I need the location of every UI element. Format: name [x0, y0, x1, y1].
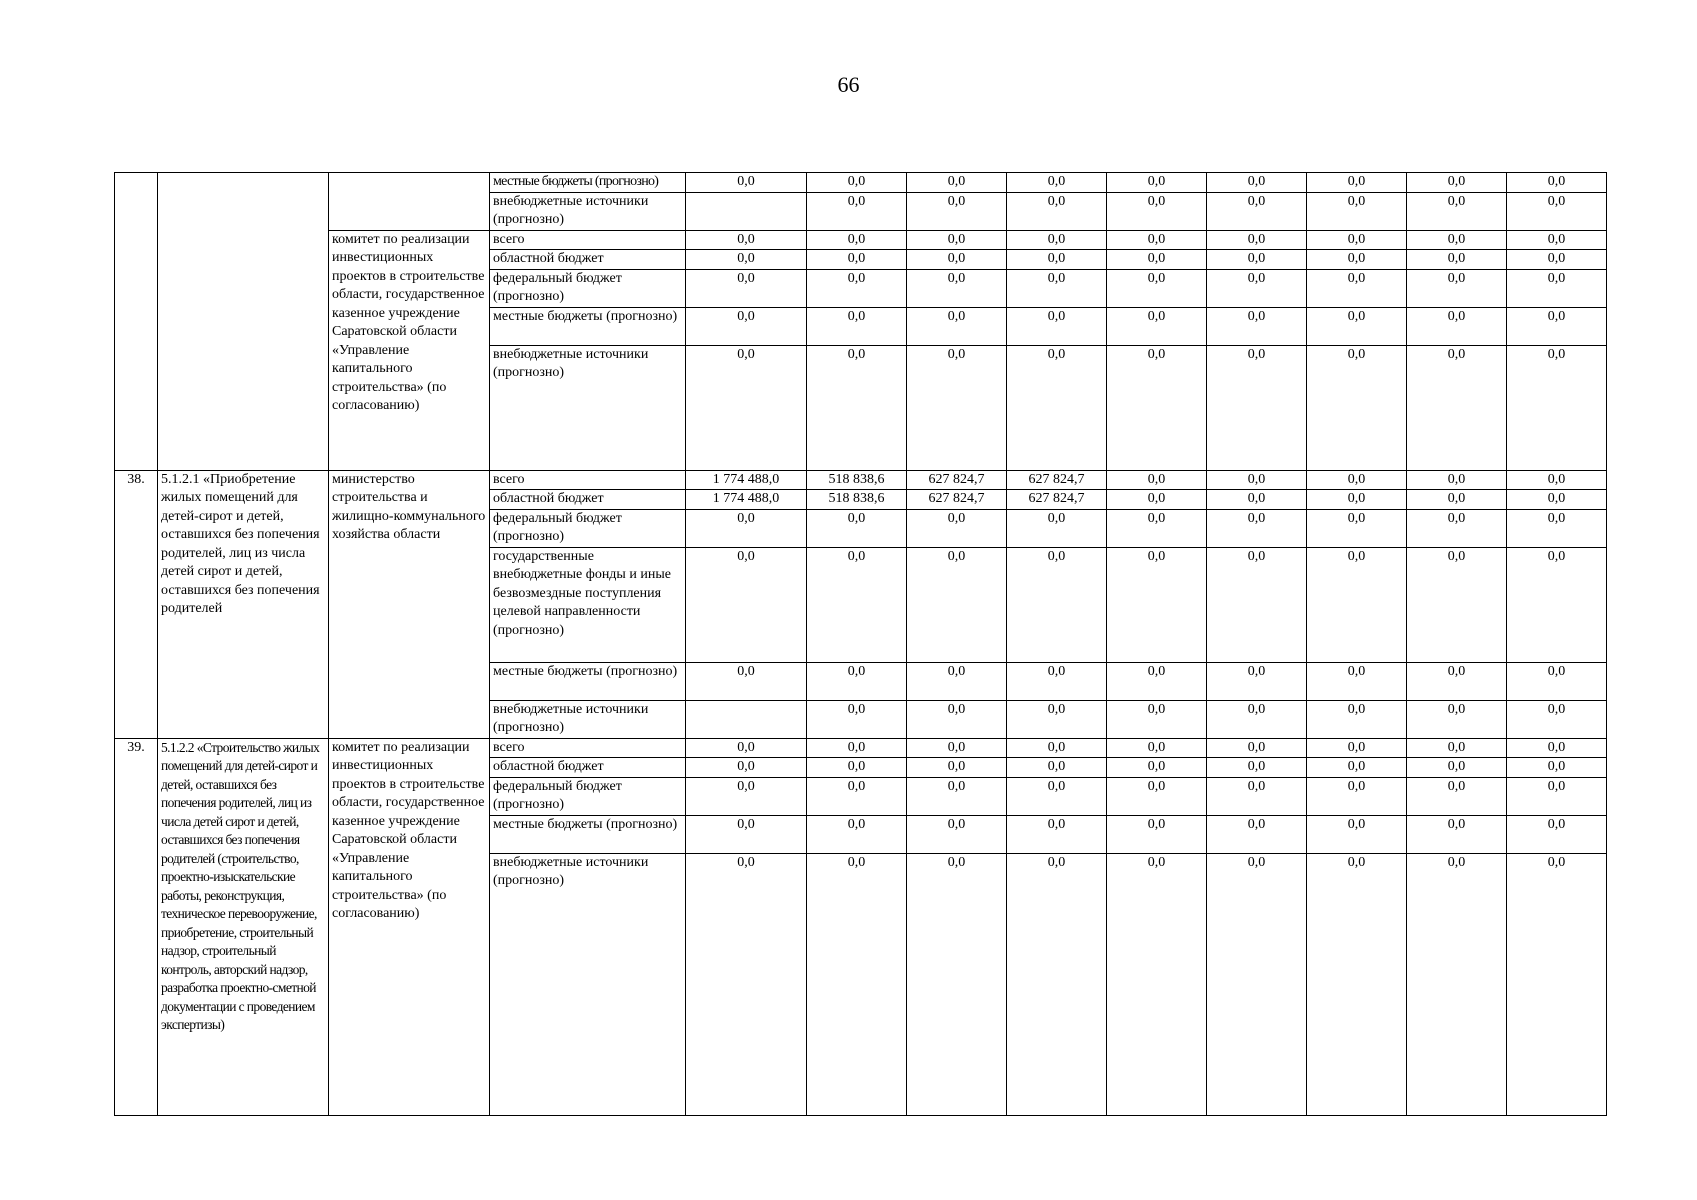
funding-source: местные бюджеты (прогнозно) — [490, 662, 686, 700]
value-cell: 0,0 — [907, 758, 1007, 778]
value-cell: 0,0 — [807, 509, 907, 547]
value-cell: 0,0 — [686, 269, 807, 307]
value-cell: 0,0 — [1307, 470, 1407, 490]
value-cell: 0,0 — [907, 307, 1007, 345]
value-cell: 0,0 — [1007, 547, 1107, 662]
value-cell: 0,0 — [807, 853, 907, 1115]
executor: комитет по реализации инвестиционных проектов в строительстве области, государственное казенное учреждение Саратовской области «Управление капитального строительства» (по согласованию) — [329, 230, 490, 470]
measure-name — [158, 173, 329, 471]
value-cell: 0,0 — [1407, 738, 1507, 758]
value-cell: 0,0 — [1107, 758, 1207, 778]
value-cell: 0,0 — [807, 345, 907, 470]
value-cell: 0,0 — [686, 815, 807, 853]
funding-source: областной бюджет — [490, 758, 686, 778]
value-cell: 0,0 — [1407, 815, 1507, 853]
value-cell: 0,0 — [1207, 509, 1307, 547]
value-cell: 0,0 — [686, 230, 807, 250]
value-cell: 0,0 — [1107, 250, 1207, 270]
value-cell: 0,0 — [1107, 490, 1207, 510]
value-cell: 0,0 — [1307, 345, 1407, 470]
funding-source: областной бюджет — [490, 250, 686, 270]
table-row — [115, 738, 1607, 758]
value-cell: 0,0 — [1307, 815, 1407, 853]
value-cell: 0,0 — [907, 547, 1007, 662]
value-cell: 0,0 — [1107, 192, 1207, 230]
value-cell: 0,0 — [1407, 758, 1507, 778]
value-cell: 0,0 — [1307, 490, 1407, 510]
value-cell: 0,0 — [1407, 250, 1507, 270]
value-cell: 0,0 — [1307, 738, 1407, 758]
value-cell: 0,0 — [686, 777, 807, 815]
value-cell: 0,0 — [1407, 490, 1507, 510]
value-cell: 0,0 — [1507, 758, 1607, 778]
value-cell: 0,0 — [1407, 509, 1507, 547]
value-cell: 0,0 — [1107, 307, 1207, 345]
funding-source: внебюджетные источники (прогнозно) — [490, 192, 686, 230]
value-cell: 0,0 — [1207, 192, 1307, 230]
funding-source: государственные внебюджетные фонды и иные безвозмездные поступления целевой направленности (прогнозно) — [490, 547, 686, 662]
value-cell: 0,0 — [1307, 269, 1407, 307]
value-cell: 0,0 — [686, 547, 807, 662]
value-cell: 0,0 — [1107, 547, 1207, 662]
table-row — [115, 470, 1607, 490]
value-cell: 0,0 — [686, 307, 807, 345]
value-cell: 0,0 — [1107, 815, 1207, 853]
funding-source: местные бюджеты (прогнозно) — [490, 815, 686, 853]
value-cell: 0,0 — [1207, 815, 1307, 853]
value-cell: 0,0 — [1107, 269, 1207, 307]
funding-source: федеральный бюджет (прогнозно) — [490, 777, 686, 815]
value-cell: 0,0 — [1207, 777, 1307, 815]
value-cell: 0,0 — [1407, 777, 1507, 815]
executor: министерство строительства и жилищно-коммунального хозяйства области — [329, 470, 490, 738]
value-cell: 518 838,6 — [807, 470, 907, 490]
value-cell: 0,0 — [907, 509, 1007, 547]
value-cell: 0,0 — [907, 700, 1007, 738]
value-cell: 0,0 — [1007, 738, 1107, 758]
value-cell: 0,0 — [1407, 307, 1507, 345]
value-cell: 0,0 — [686, 345, 807, 470]
value-cell: 0,0 — [1007, 192, 1107, 230]
value-cell: 0,0 — [1407, 173, 1507, 193]
value-cell: 0,0 — [1007, 777, 1107, 815]
value-cell: 1 774 488,0 — [686, 490, 807, 510]
value-cell: 0,0 — [1007, 173, 1107, 193]
value-cell: 0,0 — [807, 307, 907, 345]
value-cell: 0,0 — [686, 758, 807, 778]
value-cell: 0,0 — [1107, 853, 1207, 1115]
value-cell: 0,0 — [1307, 758, 1407, 778]
value-cell: 0,0 — [1007, 307, 1107, 345]
value-cell: 0,0 — [1007, 269, 1107, 307]
value-cell: 518 838,6 — [807, 490, 907, 510]
value-cell: 627 824,7 — [1007, 470, 1107, 490]
value-cell: 0,0 — [1107, 470, 1207, 490]
value-cell: 627 824,7 — [907, 490, 1007, 510]
value-cell: 0,0 — [1007, 509, 1107, 547]
value-cell: 0,0 — [686, 250, 807, 270]
value-cell: 0,0 — [807, 738, 907, 758]
value-cell: 0,0 — [1307, 777, 1407, 815]
value-cell: 0,0 — [1107, 509, 1207, 547]
value-cell: 0,0 — [1007, 853, 1107, 1115]
value-cell: 0,0 — [1207, 345, 1307, 470]
value-cell: 0,0 — [1107, 173, 1207, 193]
value-cell: 0,0 — [1207, 173, 1307, 193]
value-cell: 627 824,7 — [907, 470, 1007, 490]
executor — [329, 173, 490, 231]
value-cell: 0,0 — [907, 662, 1007, 700]
measure-name: 5.1.2.1 «Приобретение жилых помещений для детей-сирот и детей, оставшихся без попечения родителей, лиц из числа детей сирот и детей, оставшихся без попечения родителей — [158, 470, 329, 738]
value-cell: 0,0 — [1507, 777, 1607, 815]
value-cell: 0,0 — [1007, 345, 1107, 470]
value-cell: 0,0 — [807, 173, 907, 193]
value-cell: 0,0 — [1307, 662, 1407, 700]
funding-source: внебюджетные источники (прогнозно) — [490, 345, 686, 470]
value-cell: 0,0 — [1007, 700, 1107, 738]
funding-source: областной бюджет — [490, 490, 686, 510]
value-cell: 0,0 — [1007, 815, 1107, 853]
value-cell: 0,0 — [1507, 547, 1607, 662]
value-cell: 0,0 — [1507, 490, 1607, 510]
value-cell: 0,0 — [807, 547, 907, 662]
value-cell: 0,0 — [1107, 230, 1207, 250]
row-number — [115, 173, 158, 471]
value-cell: 0,0 — [907, 853, 1007, 1115]
value-cell: 0,0 — [907, 192, 1007, 230]
value-cell: 0,0 — [1207, 758, 1307, 778]
value-cell: 0,0 — [1207, 250, 1307, 270]
table-row — [115, 173, 1607, 193]
value-cell: 0,0 — [1307, 173, 1407, 193]
value-cell: 0,0 — [686, 173, 807, 193]
value-cell: 0,0 — [807, 230, 907, 250]
value-cell: 0,0 — [907, 815, 1007, 853]
value-cell: 0,0 — [1507, 345, 1607, 470]
value-cell: 0,0 — [1507, 192, 1607, 230]
value-cell: 0,0 — [1207, 662, 1307, 700]
value-cell: 0,0 — [1107, 345, 1207, 470]
value-cell: 0,0 — [807, 777, 907, 815]
value-cell: 0,0 — [1307, 700, 1407, 738]
value-cell: 0,0 — [686, 853, 807, 1115]
funding-source: местные бюджеты (прогнозно) — [490, 307, 686, 345]
value-cell: 0,0 — [1307, 230, 1407, 250]
value-cell: 0,0 — [1207, 269, 1307, 307]
value-cell: 0,0 — [1207, 230, 1307, 250]
value-cell: 0,0 — [1507, 700, 1607, 738]
value-cell: 0,0 — [1207, 490, 1307, 510]
value-cell: 0,0 — [1207, 700, 1307, 738]
executor: комитет по реализации инвестиционных проектов в строительстве области, государственное казенное учреждение Саратовской области «Управление капитального строительства» (по согласованию) — [329, 738, 490, 1115]
measure-name: 5.1.2.2 «Строительство жилых помещений для детей-сирот и детей, оставшихся без попечения родителей, лиц из числа детей сирот и детей, оставшихся без попечения родителей (строительство, проектно-изыскательские работы, реконструкция, техническое перевооружение, приобретение, строительный надзор, строительный контроль, авторский надзор, разработка проектно-сметной документации с проведением экспертизы) — [158, 738, 329, 1115]
value-cell: 0,0 — [907, 738, 1007, 758]
value-cell: 0,0 — [1507, 509, 1607, 547]
value-cell: 0,0 — [1507, 662, 1607, 700]
value-cell: 0,0 — [1407, 192, 1507, 230]
value-cell: 0,0 — [807, 662, 907, 700]
value-cell: 0,0 — [1207, 853, 1307, 1115]
value-cell: 0,0 — [1207, 307, 1307, 345]
value-cell: 0,0 — [1007, 662, 1107, 700]
value-cell: 0,0 — [907, 777, 1007, 815]
value-cell: 0,0 — [1307, 192, 1407, 230]
funding-source: федеральный бюджет (прогнозно) — [490, 509, 686, 547]
value-cell: 0,0 — [1407, 700, 1507, 738]
value-cell: 0,0 — [1307, 853, 1407, 1115]
value-cell: 0,0 — [907, 230, 1007, 250]
value-cell: 0,0 — [1507, 738, 1607, 758]
value-cell: 0,0 — [907, 269, 1007, 307]
value-cell: 0,0 — [1507, 269, 1607, 307]
value-cell: 0,0 — [1007, 758, 1107, 778]
value-cell: 0,0 — [1107, 738, 1207, 758]
funding-source: всего — [490, 470, 686, 490]
value-cell: 0,0 — [1107, 662, 1207, 700]
value-cell: 0,0 — [1507, 853, 1607, 1115]
value-cell: 0,0 — [907, 345, 1007, 470]
value-cell: 0,0 — [686, 662, 807, 700]
funding-source: всего — [490, 738, 686, 758]
funding-source: внебюджетные источники (прогнозно) — [490, 700, 686, 738]
value-cell: 0,0 — [907, 173, 1007, 193]
value-cell: 1 774 488,0 — [686, 470, 807, 490]
funding-source: федеральный бюджет (прогнозно) — [490, 269, 686, 307]
value-cell: 0,0 — [1207, 547, 1307, 662]
value-cell: 0,0 — [1107, 777, 1207, 815]
table-row — [115, 230, 1607, 250]
value-cell: 0,0 — [1207, 738, 1307, 758]
value-cell: 0,0 — [1407, 269, 1507, 307]
value-cell: 0,0 — [807, 192, 907, 230]
value-cell: 0,0 — [1507, 230, 1607, 250]
value-cell: 0,0 — [1407, 345, 1507, 470]
funding-source: местные бюджеты (прогнозно) — [490, 173, 686, 193]
budget-table — [114, 172, 1607, 1116]
row-number: 38. — [115, 470, 158, 738]
value-cell: 0,0 — [1507, 470, 1607, 490]
value-cell: 0,0 — [1107, 700, 1207, 738]
value-cell: 0,0 — [1207, 470, 1307, 490]
value-cell: 0,0 — [1307, 250, 1407, 270]
value-cell: 0,0 — [1407, 547, 1507, 662]
value-cell: 627 824,7 — [1007, 490, 1107, 510]
value-cell: 0,0 — [807, 269, 907, 307]
value-cell: 0,0 — [686, 509, 807, 547]
value-cell: 0,0 — [1507, 250, 1607, 270]
value-cell: 0,0 — [1507, 173, 1607, 193]
value-cell: 0,0 — [1307, 307, 1407, 345]
value-cell: 0,0 — [907, 250, 1007, 270]
funding-source: всего — [490, 230, 686, 250]
value-cell: 0,0 — [807, 758, 907, 778]
value-cell — [686, 700, 807, 738]
value-cell: 0,0 — [1307, 547, 1407, 662]
value-cell: 0,0 — [807, 700, 907, 738]
value-cell: 0,0 — [686, 738, 807, 758]
table-body — [115, 173, 1607, 1116]
value-cell: 0,0 — [1507, 307, 1607, 345]
value-cell: 0,0 — [1507, 815, 1607, 853]
value-cell: 0,0 — [807, 815, 907, 853]
page-number: 66 — [837, 72, 860, 97]
value-cell: 0,0 — [1307, 509, 1407, 547]
value-cell — [686, 192, 807, 230]
value-cell: 0,0 — [1007, 230, 1107, 250]
value-cell: 0,0 — [1007, 250, 1107, 270]
value-cell: 0,0 — [1407, 662, 1507, 700]
value-cell: 0,0 — [807, 250, 907, 270]
row-number: 39. — [115, 738, 158, 1115]
value-cell: 0,0 — [1407, 230, 1507, 250]
funding-source: внебюджетные источники (прогнозно) — [490, 853, 686, 1115]
value-cell: 0,0 — [1407, 470, 1507, 490]
value-cell: 0,0 — [1407, 853, 1507, 1115]
